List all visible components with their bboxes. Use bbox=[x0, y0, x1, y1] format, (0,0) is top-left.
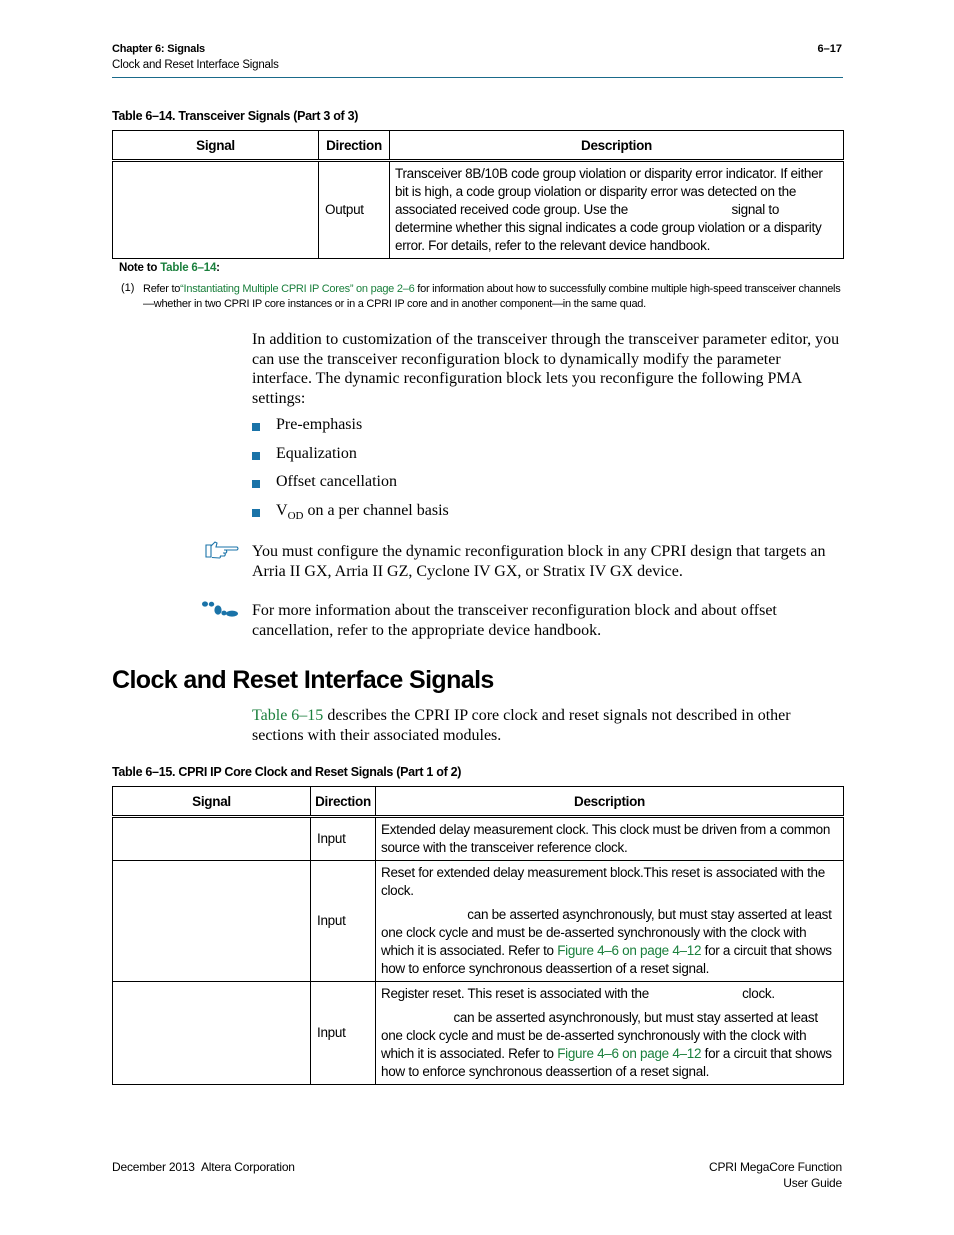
note-table-link[interactable]: Table 6–14 bbox=[160, 262, 217, 274]
table14-cell-signal bbox=[113, 161, 319, 259]
note-steps-text: For more information about the transceiver reconfiguration block and about offset cancellation, refer to the appropriate device handbook. bbox=[252, 602, 777, 639]
footer-date: December 2013 bbox=[112, 1160, 195, 1174]
table14-cell-direction: Output bbox=[319, 161, 390, 259]
header-section: Clock and Reset Interface Signals bbox=[112, 59, 279, 71]
table15-link[interactable]: Table 6–15 bbox=[252, 707, 324, 724]
table15-cell-direction: Input bbox=[311, 861, 376, 982]
note-text: Refer to“Instantiating Multiple CPRI IP Cores” on page 2–6 for information about how to successfully combine multiple high-speed transceiver channels—whether in two CPRI IP core instances or in a CPRI IP core and in another component—in the same quad. bbox=[143, 283, 841, 310]
section-heading: Clock and Reset Interface Signals bbox=[112, 666, 494, 694]
table15-col-direction: Direction bbox=[311, 787, 376, 817]
note-heading: Note to Table 6–14: bbox=[119, 262, 220, 274]
section-paragraph: Table 6–15 describes the CPRI IP core clock and reset signals not described in other sections with their associated modules. bbox=[252, 707, 791, 744]
bullet-item: Offset cancellation bbox=[276, 473, 397, 490]
bullet-square-icon bbox=[252, 423, 260, 431]
table15-cell-signal bbox=[113, 982, 311, 1085]
note-link[interactable]: “Instantiating Multiple CPRI IP Cores” on page 2–6 bbox=[180, 283, 415, 295]
table15-cell-direction: Input bbox=[311, 982, 376, 1085]
header-rule bbox=[112, 77, 843, 78]
table-row bbox=[113, 161, 844, 259]
table15 bbox=[112, 786, 912, 1085]
table14-col-direction: Direction bbox=[319, 131, 390, 161]
footer-doc: User Guide bbox=[783, 1176, 842, 1190]
bullet-square-icon bbox=[252, 452, 260, 460]
bullet-item-vod: $V_{OD}$ on a per channel basis bbox=[276, 502, 449, 523]
table-row bbox=[113, 861, 844, 982]
table15-cell-description: Register reset. This reset is associated with the clock. can be asserted asynchronously, but must stay asserted at least one clock cycle and must be de-asserted synchronously with the clock with which it is associated. Refer to Figure 4–6 on page 4–12 for a circuit that shows how to enforce synchronous deassertion of a reset signal. bbox=[376, 982, 844, 1085]
table15-cell-description: Extended delay measurement clock. This clock must be driven from a common source with the transceiver reference clock. bbox=[376, 817, 844, 861]
header-page-number: 6–17 bbox=[817, 43, 842, 55]
bullet-square-icon bbox=[252, 509, 260, 517]
table-row bbox=[113, 817, 844, 861]
table15-cell-direction: Input bbox=[311, 817, 376, 861]
table14-col-signal: Signal bbox=[113, 131, 319, 161]
table14 bbox=[112, 130, 844, 259]
bullet-item: Pre-emphasis bbox=[276, 416, 363, 433]
footer-product: CPRI MegaCore Function bbox=[709, 1160, 842, 1174]
footer-company: Altera Corporation bbox=[201, 1160, 295, 1174]
figure-link[interactable]: Figure 4–6 on page 4–12 bbox=[557, 943, 702, 958]
table15-cell-description: Reset for extended delay measurement block.This reset is associated with the clock. can be asserted asynchronously, but must stay asserted at least one clock cycle and must be de-asserted synchronously with the clock with which it is associated. Refer to Figure 4–6 on page 4–12 for a circuit that shows how to enforce synchronous deassertion of a reset signal. bbox=[376, 861, 844, 982]
table15-col-description: Description bbox=[376, 787, 844, 817]
intro-paragraph: In addition to customization of the transceiver through the transceiver parameter editor, you can use the transceiver reconfiguration block to dynamically modify the parameter interface. The dynamic reconfiguration block lets you reconfigure the following PMA settings: bbox=[252, 331, 840, 407]
table15-col-signal: Signal bbox=[113, 787, 311, 817]
table-row bbox=[113, 982, 844, 1085]
bullet-item: Equalization bbox=[276, 445, 357, 462]
bullet-square-icon bbox=[252, 480, 260, 488]
header-chapter: Chapter 6: Signals bbox=[112, 43, 205, 55]
table14-col-description: Description bbox=[390, 131, 844, 161]
note-hand-text: You must configure the dynamic reconfiguration block in any CPRI design that targets an Arria II GX, Arria II GZ, Cyclone IV GX, or Stratix IV GX device. bbox=[252, 543, 826, 580]
footsteps-icon bbox=[201, 601, 239, 617]
table15-cell-signal bbox=[113, 861, 311, 982]
table14-cell-description: Transceiver 8B/10B code group violation or disparity error indicator. If either bit is high, a code group violation or disparity error was detected on the associated received code group. Use the signal to determine whether this signal indicates a code group violation or a disparity error. For details, refer to the relevant device handbook. bbox=[390, 161, 844, 259]
note-number: (1) bbox=[121, 282, 135, 294]
table14-caption: Table 6–14. Transceiver Signals (Part 3 of 3) bbox=[112, 109, 359, 123]
table15-cell-signal bbox=[113, 817, 311, 861]
pointing-hand-icon bbox=[204, 541, 240, 559]
table15-caption: Table 6–15. CPRI IP Core Clock and Reset Signals (Part 1 of 2) bbox=[112, 765, 462, 779]
figure-link[interactable]: Figure 4–6 on page 4–12 bbox=[557, 1046, 702, 1061]
